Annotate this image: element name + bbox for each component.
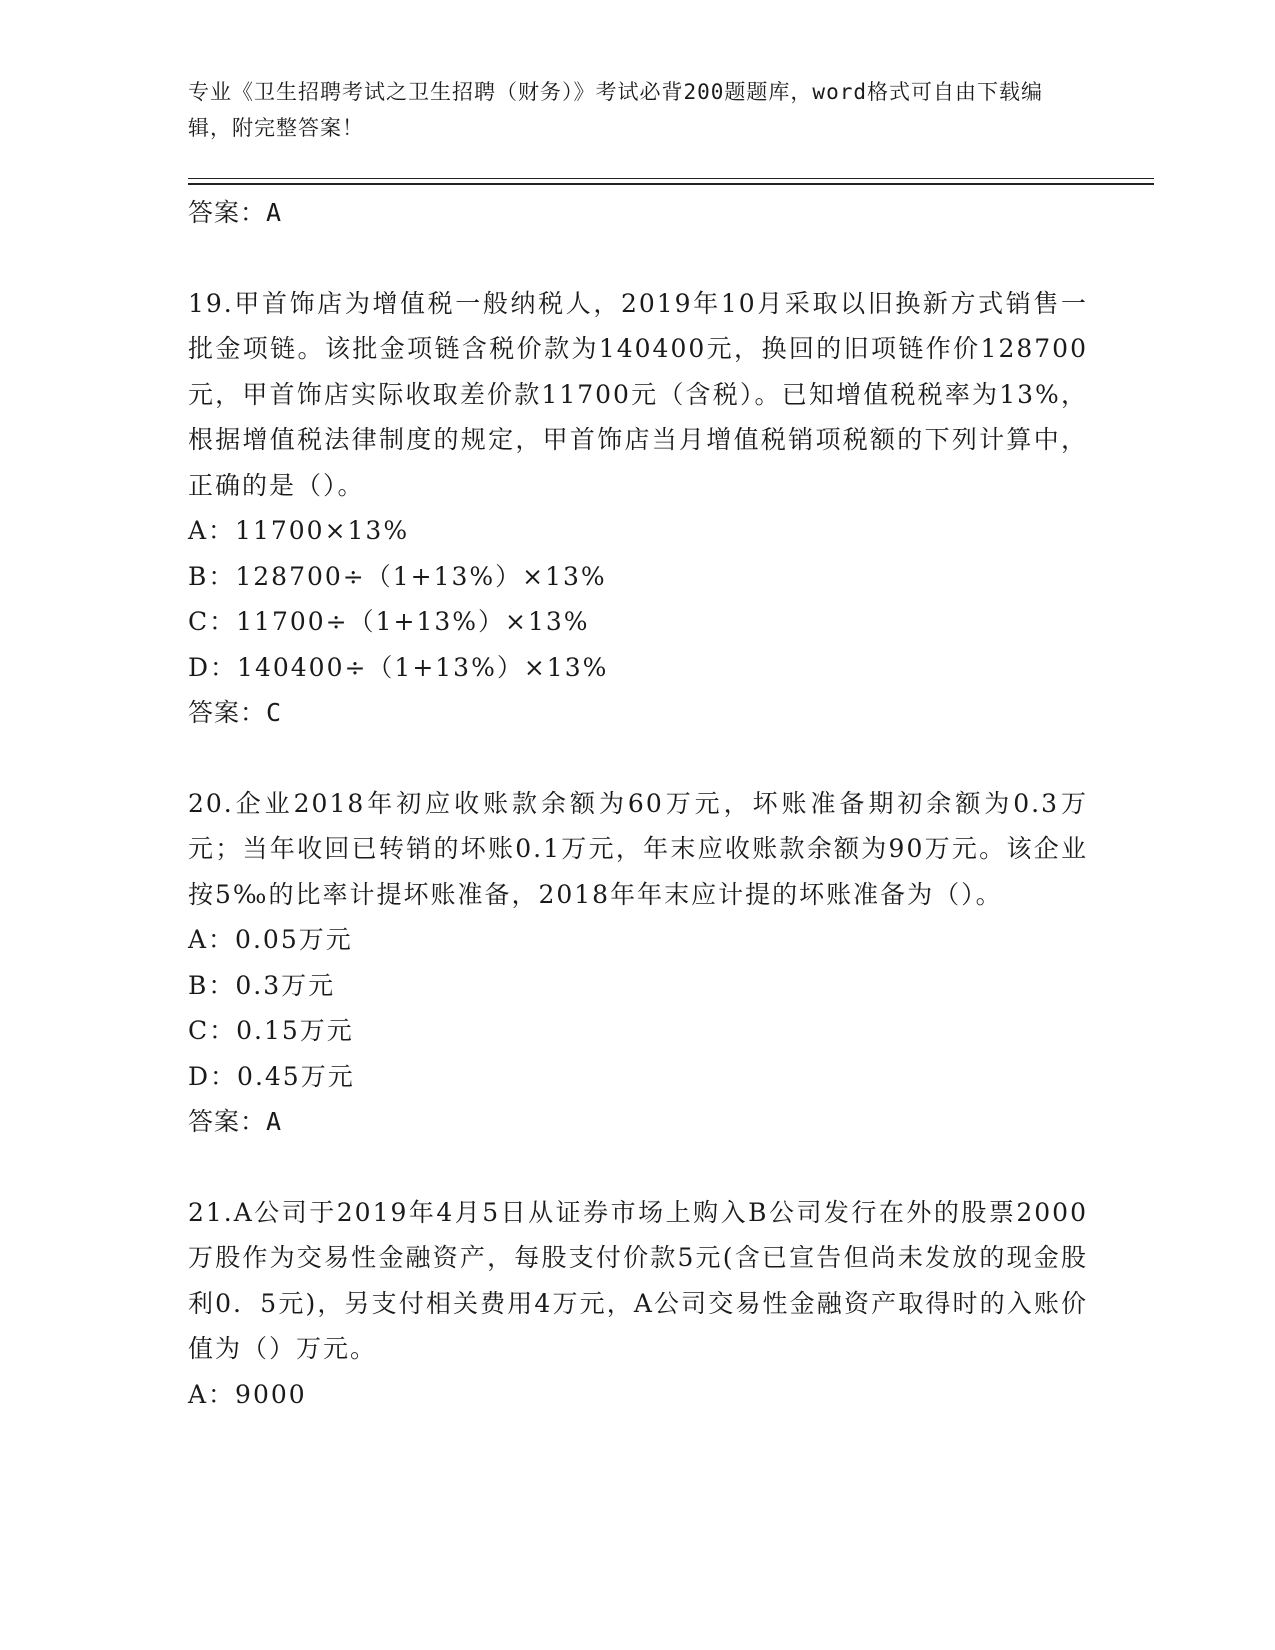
option-d: D：0.45万元 (188, 1061, 355, 1091)
option-a: A：11700×13% (188, 516, 410, 545)
option-c: C：11700÷（1+13%）×13% (188, 607, 590, 636)
question-text: 19.甲首饰店为增值税一般纳税人，2019年10月采取以旧换新方式销售一批金项链。该批金项链含税价款为140400元，换回的旧项链作价128700元，甲首饰店实际收取差价款11700元（含税）。已知增值税税率为13%，根据增值税法律制度的规定，甲首饰店当月增值税销项税额的下列计算中，正确的是（）。 (188, 288, 1088, 500)
option-c: C：0.15万元 (188, 1016, 354, 1045)
answer-line: 答案：A (188, 198, 283, 227)
header-rule-thin (188, 178, 1154, 179)
question-text: 21.A公司于2019年4月5日从证券市场上购入B公司发行在外的股票2000万股作为交易性金融资产，每股支付价款5元(含已宣告但尚未发放的现金股利0．5元)，另支付相关费用4万元，A公司交易性金融资产取得时的入账价值为（）万元。 (188, 1197, 1088, 1363)
option-b: B：128700÷（1+13%）×13% (188, 561, 607, 591)
question-19 (188, 281, 1088, 736)
header-rule-thick (188, 183, 1154, 185)
option-a: A：0.05万元 (188, 925, 353, 954)
option-b: B：0.3万元 (188, 970, 336, 1000)
question-text: 20.企业2018年初应收账款余额为60万元，坏账准备期初余额为0.3万元；当年收回已转销的坏账0.1万元，年末应收账款余额为90万元。该企业按5‰的比率计提坏账准备，2018年年末应计提的坏账准备为（）。 (188, 788, 1088, 909)
document-body (188, 190, 1088, 1417)
page-header: 专业《卫生招聘考试之卫生招聘（财务）》考试必背200题题库，word格式可自由下载编辑，附完整答案！ (188, 80, 1043, 140)
answer-line: 答案：C (188, 698, 283, 727)
option-a: A：9000 (188, 1379, 307, 1409)
question-20 (188, 781, 1088, 1145)
question-21 (188, 1190, 1088, 1418)
option-d: D：140400÷（1+13%）×13% (188, 652, 609, 682)
answer-line: 答案：A (188, 1107, 283, 1136)
